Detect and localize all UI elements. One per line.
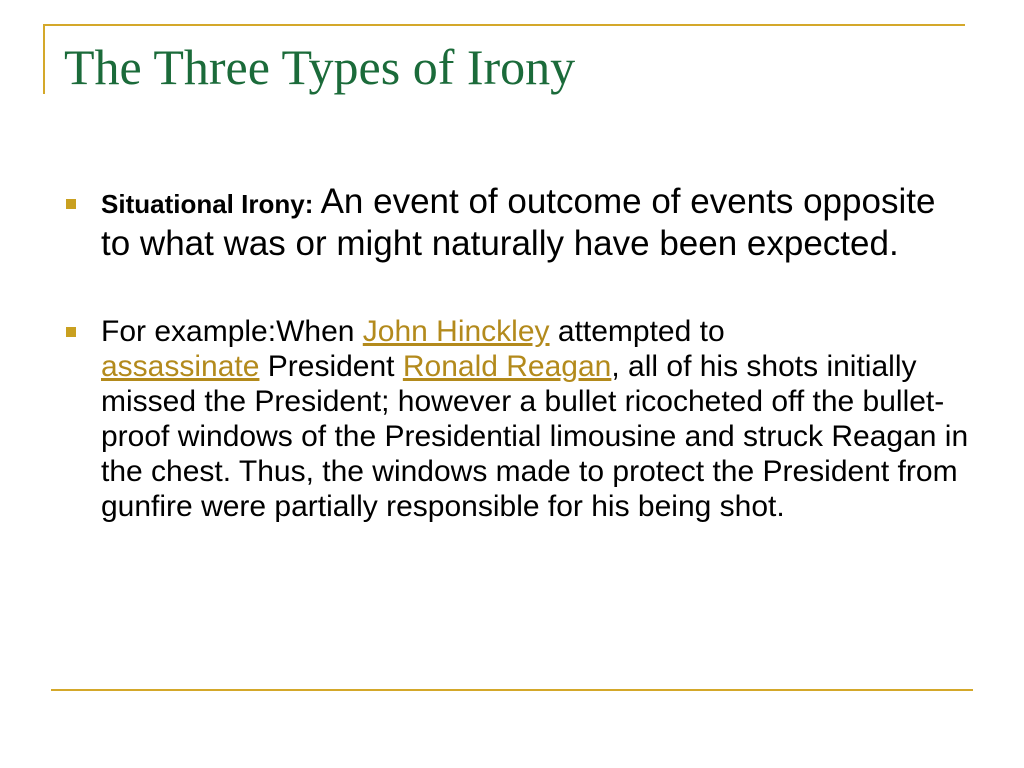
- example-text: , all of his shots initially missed the President; however a bullet ricocheted off the bullet-proof windows of the Presidential limousine and struck Reagan in the chest. Thus, the windows made to protect the President from gunfire were partially responsible for his being shot.: [101, 350, 969, 523]
- bullet-list: [64, 182, 969, 524]
- term-label: Situational Irony: [101, 189, 305, 219]
- bullet-situational-irony: [64, 182, 969, 264]
- frame-left-rule: [43, 24, 45, 94]
- link-assassinate[interactable]: assassinate: [101, 350, 260, 383]
- example-intro: For example:When: [101, 315, 363, 348]
- term-separator: :: [304, 189, 321, 219]
- bullet-example: [64, 314, 969, 524]
- square-bullet-icon: [66, 199, 76, 209]
- slide-title: The Three Types of Irony: [64, 39, 576, 95]
- square-bullet-icon: [66, 327, 76, 337]
- example-text: President: [259, 350, 403, 383]
- frame-top-rule: [43, 24, 965, 26]
- link-ronald-reagan[interactable]: Ronald Reagan: [402, 350, 612, 383]
- frame-bottom-rule: [51, 689, 973, 691]
- link-john-hinckley[interactable]: John Hinckley: [362, 315, 550, 348]
- term-definition: An event of outcome of events opposite to what was or might naturally have been expected.: [101, 182, 936, 263]
- example-text: attempted to: [549, 315, 725, 348]
